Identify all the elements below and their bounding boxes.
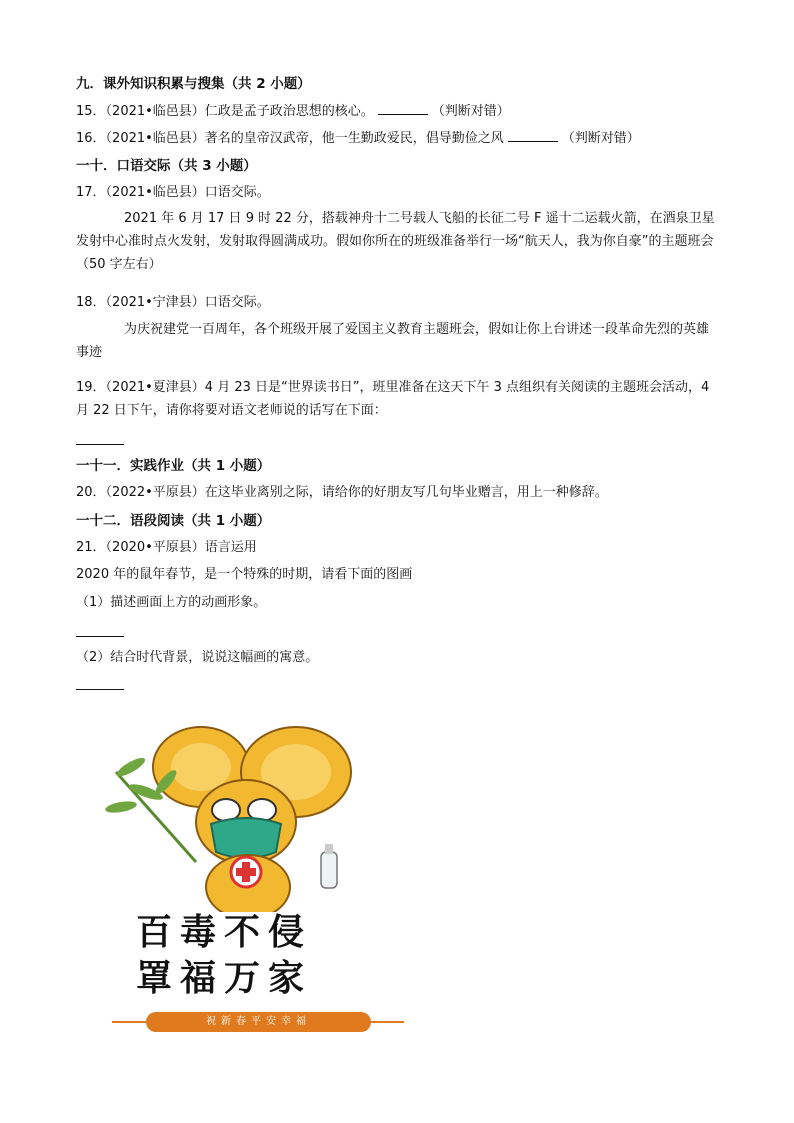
answer-blank-16[interactable] — [508, 129, 558, 142]
question-18-head: 18．（2021•宁津县）口语交际。 — [76, 295, 270, 310]
poster-slogan-line-1: 百毒不侵 — [136, 911, 313, 953]
question-17-body: 2021 年 6 月 17 日 9 时 22 分，搭载神舟十二号载人飞船的长征二号 F 遥十二运载火箭，在酒泉卫星发射中心准时点火发射，发射取得圆满成功。假如你所在的班级准备举行一场“航天人，我为你自豪”的主题班会（50 字左右） — [76, 211, 715, 272]
question-21-head: 21．（2020•平原县）语言运用 — [76, 540, 257, 555]
section-heading-9: 九．课外知识积累与搜集（共 2 小题） — [76, 76, 311, 92]
poster-slogan-line-2: 罩福万家 — [136, 957, 313, 999]
question-20: 20．（2022•平原县）在这毕业离别之际，请给你的好朋友写几句毕业赠言，用上一种修辞。 — [76, 485, 608, 500]
question-16-suffix: （判断对错） — [561, 131, 640, 146]
question-15 — [76, 102, 718, 121]
question-18-body: 为庆祝建党一百周年，各个班级开展了爱国主义教育主题班会，假如让你上台讲述一段革命先烈的英雄事迹 — [76, 322, 710, 360]
answer-line-21-1[interactable] — [76, 636, 124, 637]
answer-line-19[interactable] — [76, 444, 124, 445]
question-19-body: 19．（2021•夏津县）4 月 23 日是“世界读书日”，班里准备在这天下午 3 点组织有关阅读的主题班会活动，4 月 22 日下午，请你将要对语文老师说的话写在下面： — [76, 380, 710, 418]
answer-blank-15[interactable] — [378, 102, 428, 115]
question-16 — [76, 129, 718, 148]
question-21-intro: 2020 年的鼠年春节，是一个特殊的时期，请看下面的图画 — [76, 567, 413, 582]
question-15-suffix: （判断对错） — [431, 104, 510, 119]
question-21-sub1: （1）描述画面上方的动画形象。 — [76, 595, 267, 610]
answer-line-21-2[interactable] — [76, 689, 124, 690]
section-heading-11: 一十一．实践作业（共 1 小题） — [76, 458, 271, 474]
question-16-text: 16．（2021•临邑县）著名的皇帝汉武帝，他一生勤政爱民，倡导勤俭之风 — [76, 131, 504, 146]
section-heading-10: 一十．口语交际（共 3 小题） — [76, 158, 257, 174]
section-heading-12: 一十二．语段阅读（共 1 小题） — [76, 513, 271, 529]
question-17-head: 17．（2021•临邑县）口语交际。 — [76, 185, 270, 200]
question-15-text: 15．（2021•临邑县）仁政是孟子政治思想的核心。 — [76, 104, 374, 119]
poster-banner: 祝新春平安幸福 — [146, 1012, 371, 1032]
mouse-mascot-illustration — [76, 712, 406, 912]
question-21-sub2: （2）结合时代背景，说说这幅画的寓意。 — [76, 650, 319, 665]
mouse-poster-figure — [76, 712, 406, 1032]
